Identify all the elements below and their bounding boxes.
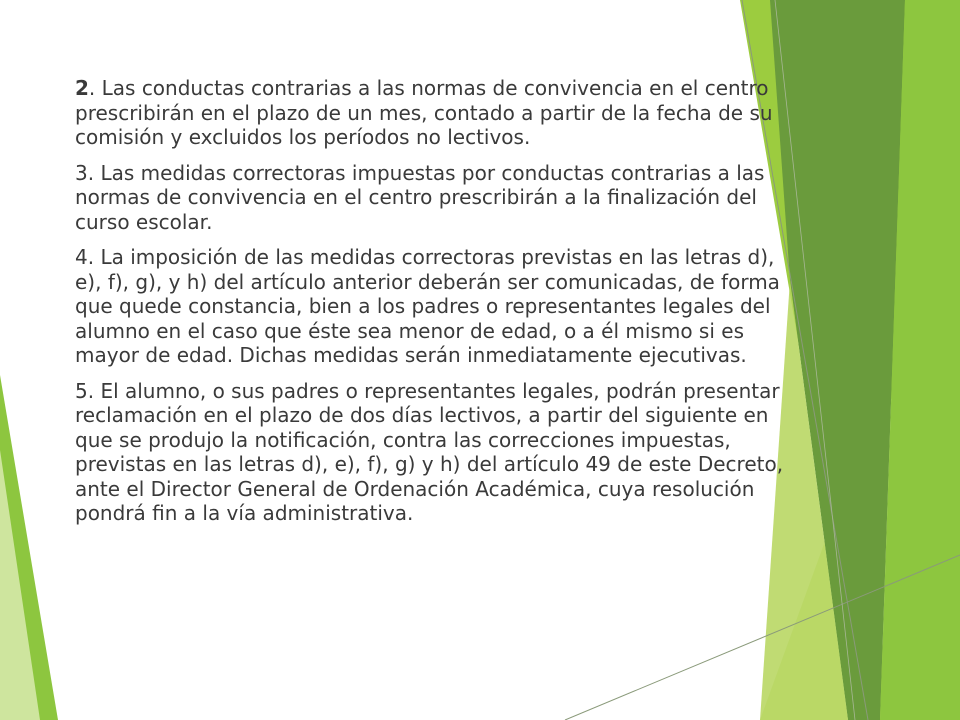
paragraph-text: 5. El alumno, o sus padres o representantes legales, podrán presentar reclamación en el plazo de dos días lectivos, a partir del siguiente en que se produjo la notificación, contra las correcciones impuestas, previstas en las letras d), e), f), g) y h) del artículo 49 de este Decreto, ante el Director General de Ordenación Académica, cuya resolución pondrá fin a la vía administrativa. bbox=[75, 378, 784, 525]
paragraph-3 bbox=[75, 161, 795, 235]
paragraph-text: 3. Las medidas correctoras impuestas por conductas contrarias a las normas de convivencia en el centro prescribirán a la finalización del curso escolar. bbox=[75, 160, 765, 234]
paragraph-text: 4. La imposición de las medidas correctoras previstas en las letras d), e), f), g), y h) del artículo anterior deberán ser comunicadas, de forma que quede constancia, bien a los padres o representantes legales del alumno en el caso que éste sea menor de edad, o a él mismo si es mayor de edad. Dichas medidas serán inmediatamente ejecutivas. bbox=[75, 245, 780, 367]
paragraph-text: . Las conductas contrarias a las normas de convivencia en el centro prescribirán en el plazo de un mes, contado a partir de la fecha de su comisión y excluidos los períodos no lectivos. bbox=[75, 76, 773, 149]
paragraph-2 bbox=[75, 76, 795, 150]
paragraph-number: 2 bbox=[75, 76, 89, 100]
slide-body-text bbox=[75, 76, 795, 537]
paragraph-5 bbox=[75, 379, 795, 526]
paragraph-4 bbox=[75, 245, 795, 368]
